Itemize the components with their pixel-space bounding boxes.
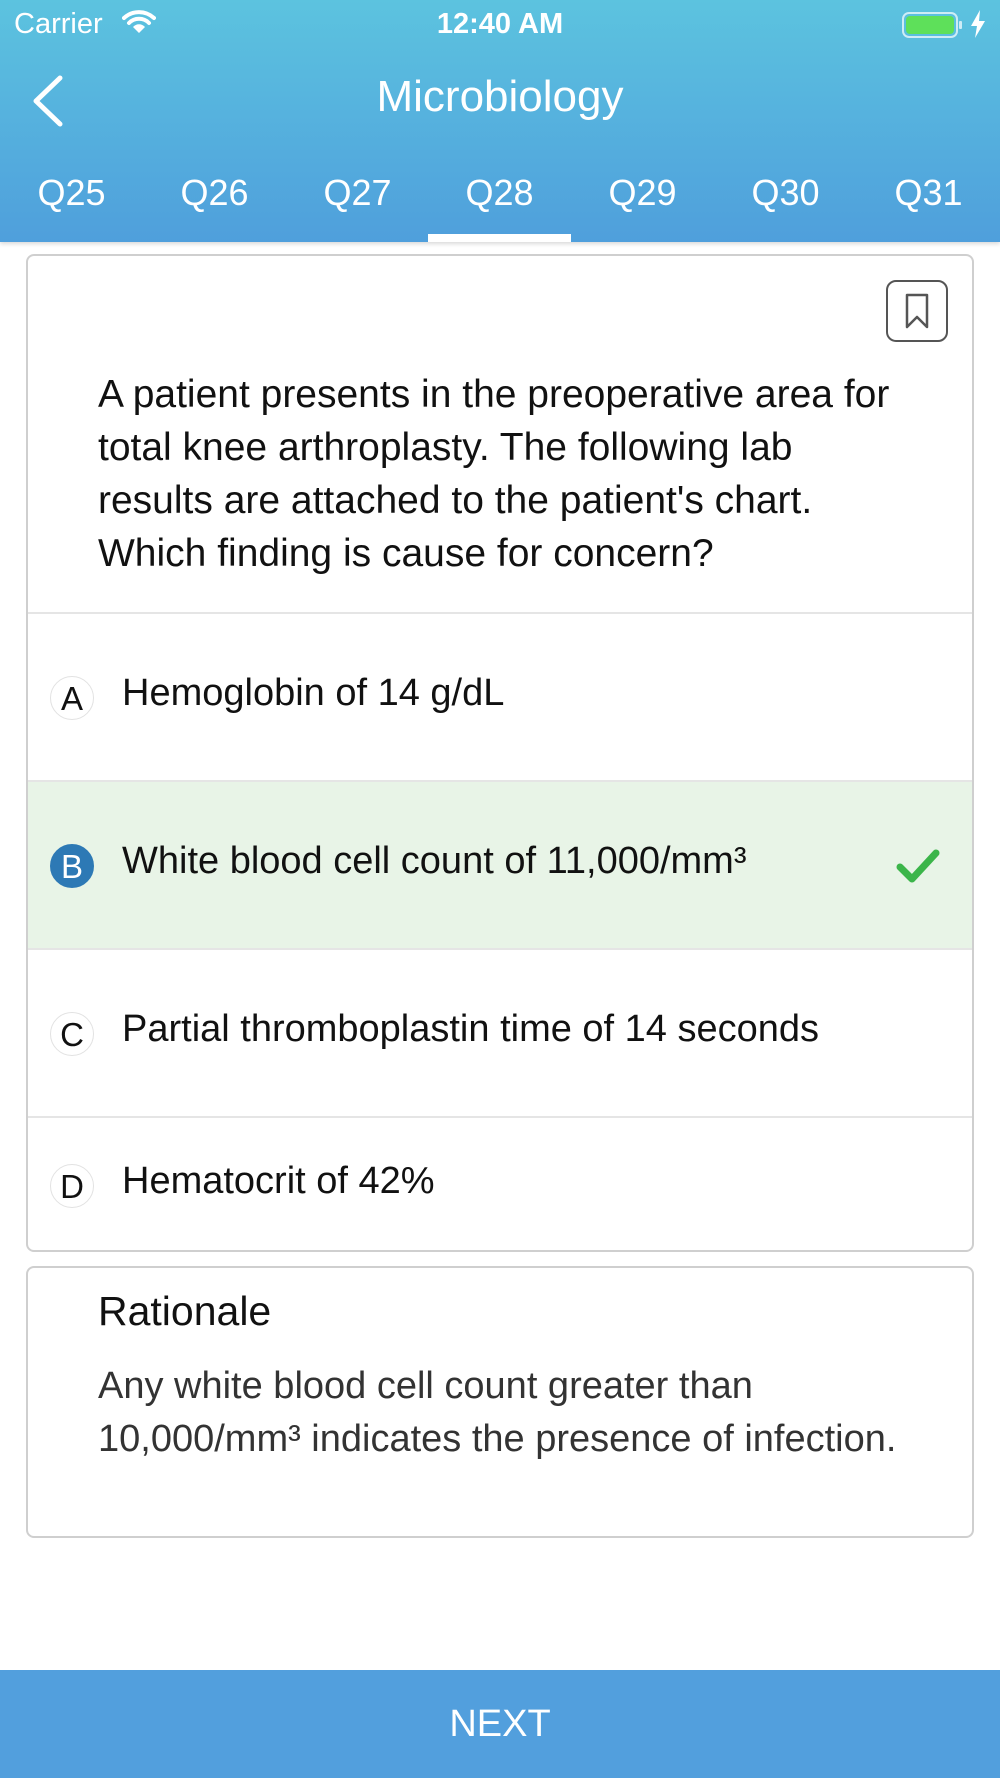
question-card <box>26 254 974 1252</box>
option-text: Partial thromboplastin time of 14 seconds <box>122 1008 820 1050</box>
header <box>0 0 1000 242</box>
option-letter: C <box>50 1012 94 1056</box>
tab-q30[interactable]: Q30 <box>751 172 820 213</box>
option-letter: B <box>50 844 94 888</box>
rationale-title: Rationale <box>98 1288 272 1334</box>
tab-q26[interactable]: Q26 <box>180 172 249 213</box>
option-c[interactable] <box>28 948 972 1116</box>
clock: 12:40 AM <box>436 8 564 40</box>
option-letter: A <box>50 676 94 720</box>
tab-q31[interactable]: Q31 <box>894 172 963 213</box>
question-tabs <box>0 158 1000 242</box>
tab-q27[interactable]: Q27 <box>323 172 392 213</box>
charging-icon <box>970 10 986 43</box>
tab-q29[interactable]: Q29 <box>608 172 677 213</box>
carrier-label: Carrier <box>14 8 103 40</box>
bookmark-button[interactable] <box>886 280 948 342</box>
option-letter: D <box>50 1164 94 1208</box>
option-b[interactable] <box>28 780 972 948</box>
rationale-text: Any white blood cell count greater than 10,000/mm³ indicates the presence of infection. <box>98 1365 897 1460</box>
option-text: Hematocrit of 42% <box>122 1160 435 1202</box>
option-text: White blood cell count of 11,000/mm³ <box>122 840 747 882</box>
battery-icon <box>902 12 964 43</box>
option-text: Hemoglobin of 14 g/dL <box>122 672 505 714</box>
checkmark-icon <box>896 848 940 889</box>
page-title: Microbiology <box>376 72 624 121</box>
bookmark-icon <box>905 293 929 329</box>
status-bar <box>0 0 1000 50</box>
rationale-card <box>26 1266 974 1538</box>
tab-q25[interactable]: Q25 <box>37 172 106 213</box>
next-button[interactable]: NEXT <box>0 1670 1000 1778</box>
question-text: A patient presents in the preoperative area for total knee arthroplasty. The following lab results are attached to the patient's chart. Which finding is cause for concern? <box>98 373 890 575</box>
tab-q28[interactable]: Q28 <box>428 158 571 242</box>
option-d[interactable] <box>28 1116 972 1250</box>
option-a[interactable] <box>28 612 972 780</box>
